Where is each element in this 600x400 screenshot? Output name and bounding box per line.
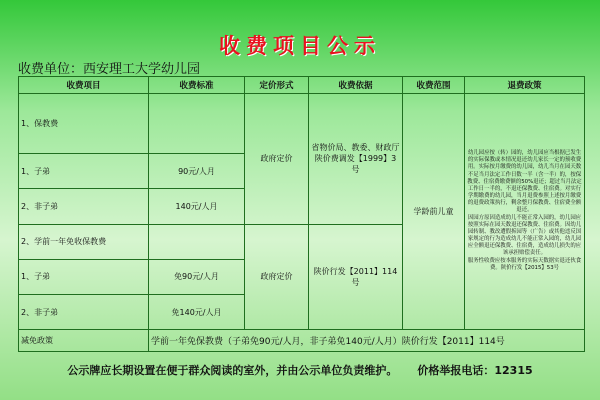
header-fee-scope: 收费范围 [403, 77, 465, 94]
page-title: 收费项目公示 [219, 34, 381, 58]
fee-standard-care-non-staff: 140元/人月 [149, 189, 245, 224]
fee-item-care: 1、保教费 [19, 94, 149, 154]
fee-item-preschool-free: 2、学前一年免收保教费 [19, 224, 149, 259]
refund-policy-paragraph: 幼儿园应按（转）园的，幼儿园应当根据已发生的实际保教或本情况退还幼儿家长一定的预收费用。实际按月缴费的幼儿园，幼儿当月在园天数不足当月法定工作日数一半（含一半）的，按保教费、住宿费缴费额的50%退还；超过当月法定工作日一半的，不退还保教费、住宿费。对实行学期缴费的幼儿园，当月退费参照上述按月缴费的退费政策执行，剩余整月保教费、住宿费全额退还。 [467, 150, 582, 213]
pricing-form-2: 政府定价 [245, 224, 309, 330]
refund-policy [465, 94, 585, 330]
hotline-number: 12315 [494, 364, 533, 377]
fee-unit-name: 西安理工大学幼儿园 [83, 62, 201, 77]
fee-basis-1: 省物价局、教委、财政厅陕价费调发【1999】3号 [309, 94, 403, 225]
fee-item-pre-staff-child: 1、子弟 [19, 259, 149, 294]
fee-unit-label: 收费单位： [18, 62, 84, 77]
header-refund-policy: 退费政策 [465, 77, 585, 94]
fee-standard-care [149, 94, 245, 154]
fee-unit-line [18, 58, 200, 77]
fee-item-care-non-staff: 2、非子弟 [19, 189, 149, 224]
fee-standard-pre-non-staff: 免140元/人月 [149, 294, 245, 329]
header-fee-standard: 收费标准 [149, 77, 245, 94]
fee-table [18, 76, 585, 352]
fee-item-care-staff-child: 1、子弟 [19, 154, 149, 189]
table-row [19, 94, 585, 154]
fee-basis-2: 陕价行发【2011】114号 [309, 224, 403, 330]
footer-notice-text: 公示牌应长期设置在便于群众阅读的室外，并由公示单位负责维护。 [67, 364, 398, 377]
fee-scope: 学龄前儿童 [403, 94, 465, 330]
table-row [19, 330, 585, 352]
header-fee-item: 收费项目 [19, 77, 149, 94]
fee-standard-care-staff-child: 90元/人月 [149, 154, 245, 189]
reduction-policy-value: 学前一年免保教费（子弟免90元/人月，非子弟免140元/人月）陕价行发【2011】114号 [149, 330, 585, 352]
header-fee-basis: 收费依据 [309, 77, 403, 94]
fee-item-pre-non-staff: 2、非子弟 [19, 294, 149, 329]
table-header-row [19, 77, 585, 94]
header-pricing-form: 定价形式 [245, 77, 309, 94]
fee-standard-pre-staff-child: 免90元/人月 [149, 259, 245, 294]
refund-policy-paragraph: 因园方原因造成幼儿不能正常入园的，幼儿园应按照实际在园天数退还保教费、住宿费。因幼儿园转制、教改遭假拆园等（广告）或其他违反国家规定的行为造成幼儿不能正常入园的，幼儿园应全额退还保教费、住宿费，造成幼儿损失的应该承担赔偿责任。 [467, 214, 582, 256]
reduction-policy-label: 减免政策 [19, 330, 149, 352]
pricing-form-1: 政府定价 [245, 94, 309, 225]
footer-notice [0, 362, 600, 378]
fee-standard-preschool-free [149, 224, 245, 259]
hotline-label: 价格举报电话： [417, 364, 495, 377]
refund-policy-paragraph: 服务性收费应按本服务的实际天数据实退还伙食费。陕价行发【2015】53号 [467, 257, 582, 271]
